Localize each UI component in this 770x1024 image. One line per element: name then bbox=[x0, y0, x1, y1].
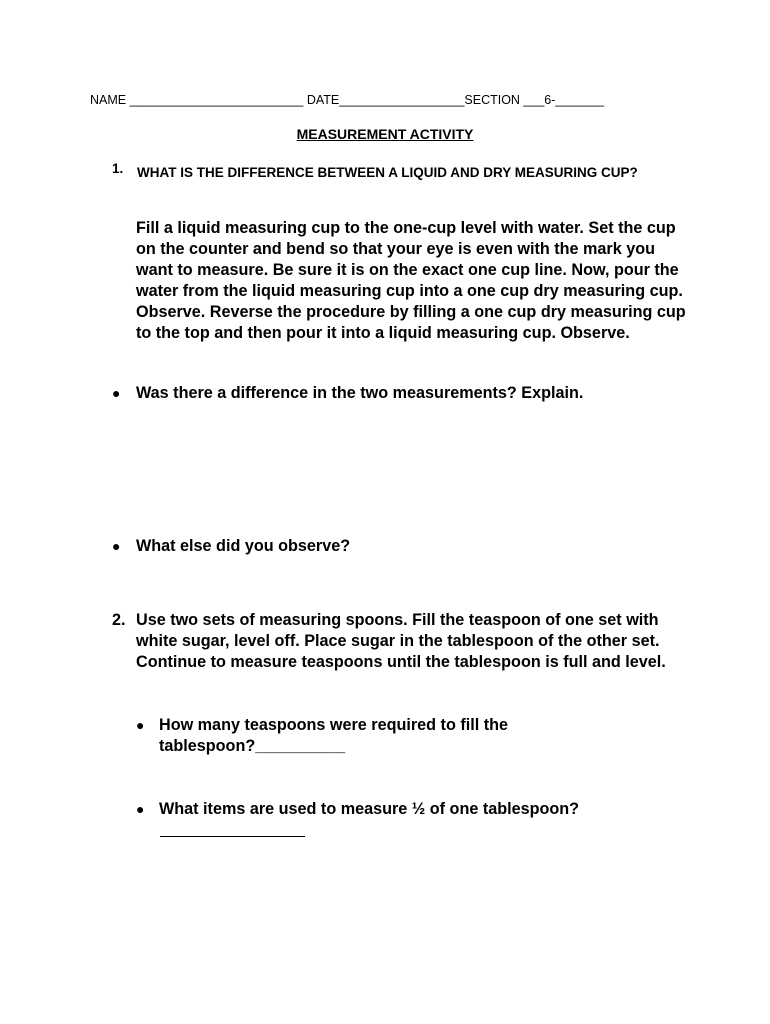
page-title: MEASUREMENT ACTIVITY bbox=[296, 126, 474, 142]
bullet-icon: ● bbox=[112, 385, 121, 401]
question-1-instructions: Fill a liquid measuring cup to the one-cup level with water. Set the cup on the counter and bend so that your eye is even with the mark you want to measure. Be sure it is on the exact one cup line. Now, pour the water from the liquid measuring cup into a one cup dry measuring cup. Observe. Reverse the procedure by filling a one cup dry measuring cup to the top and then pour it into a liquid measuring cup. Observe. bbox=[136, 219, 686, 342]
bullet-icon: ● bbox=[136, 717, 145, 733]
question-2-number: 2. bbox=[112, 611, 126, 629]
bullet-icon: ● bbox=[112, 538, 121, 554]
question-1-number: 1. bbox=[112, 161, 124, 176]
answer-blank-line bbox=[160, 836, 305, 837]
bullet-icon: ● bbox=[136, 801, 145, 817]
question-1-bullet-observe: What else did you observe? bbox=[136, 537, 351, 555]
question-1-heading: WHAT IS THE DIFFERENCE BETWEEN A LIQUID AND DRY MEASURING CUP? bbox=[137, 165, 638, 180]
question-2-bullet-teaspoons: How many teaspoons were required to fill the tablespoon?__________ bbox=[159, 716, 508, 755]
question-2-instructions: Use two sets of measuring spoons. Fill the teaspoon of one set with white sugar, level off. Place sugar in the tablespoon of the other set. Continue to measure teaspoons until the tablespoon is full and level. bbox=[136, 611, 666, 671]
question-2-bullet-half-tablespoon: What items are used to measure ½ of one tablespoon? bbox=[159, 800, 580, 818]
student-info-line: NAME _________________________ DATE__________________SECTION ___6-_______ bbox=[90, 93, 605, 107]
question-1-bullet-difference: Was there a difference in the two measurements? Explain. bbox=[136, 384, 584, 402]
